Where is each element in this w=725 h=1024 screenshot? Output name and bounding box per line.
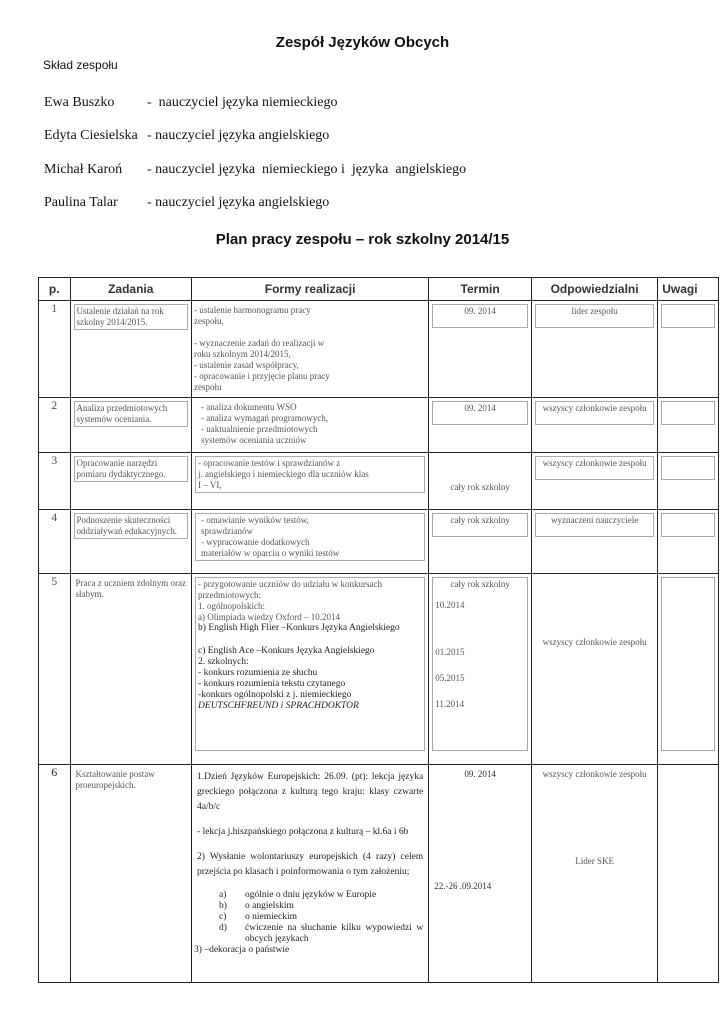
table-row [39, 510, 719, 574]
header-cell: Uwagi [658, 278, 719, 301]
work-plan-table [38, 277, 719, 983]
row-number: 1 [39, 301, 71, 398]
row-number: 2 [39, 398, 71, 453]
forms-intro: - przygotowanie uczniów do udziału w konkursach przedmiotowych: 1. ogólnopolskich: a) Olimpiada wiedzy Oxford – 10.2014 [198, 579, 382, 622]
table-row [39, 453, 719, 510]
forms-contest-name: DEUTSCHFREUND i SPRACHDOKTOR [198, 701, 359, 711]
notes-cell [661, 401, 715, 425]
term-cell: 09. 2014 [432, 304, 528, 328]
member-role: - nauczyciel języka angielskiego [147, 195, 330, 210]
task-cell: Podnoszenie skuteczności oddziaływań edukacyjnych. [74, 513, 189, 539]
term-value: 11.2014 [435, 699, 465, 709]
term-cell: cały rok szkolny [432, 513, 528, 537]
header-cell: Termin [429, 278, 532, 301]
header-cell: Odpowiedzialni [532, 278, 658, 301]
forms-list: c) English Ace –Konkurs Języka Angielskiego 2. szkolnych: - konkurs rozumienia ze słuchu - konkurs rozumienia tekstu czytanego -konkurs ogólnopolski z j. niemieckiego [198, 646, 375, 700]
forms-item: b) English High Flier –Konkurs Języka Angielskiego [198, 623, 400, 633]
forms-cell [195, 577, 425, 751]
member-role: - nauczyciel języka angielskiego [147, 128, 330, 143]
list-item: c) o niemieckim [219, 912, 298, 922]
term-cell [432, 577, 528, 751]
forms-cell: - analiza dokumentu WSO - analiza wymagań programowych, - uaktualnienie przedmiotowych systemów oceniania uczniów [201, 402, 328, 445]
responsible-cell: wszyscy członkowie zespołu [535, 456, 654, 480]
table-header-row [39, 278, 719, 301]
forms-paragraph: 1.Dzień Języków Europejskich: 26.09. (pt): lekcja języka greckiego połączona z kulturą tego kraju: klasy czwarte 4a/b/c [197, 772, 424, 812]
notes-cell [661, 513, 715, 537]
document-title: Zespół Języków Obcych [275, 34, 450, 51]
forms-paragraph: 2) Wysłanie wolontariuszy europejskich (4 razy) celem przejścia po klasach i poinformowania o tym założeniu; [197, 852, 424, 877]
row-number: 6 [39, 765, 71, 983]
forms-cell: - ustalenie harmonogramu pracy zespołu, - wyznaczenie zadań do realizacji w roku szkolnym 2014/2015, - ustalenie zasad współpracy, - opracowanie i przyjęcie planu pracy zespołu [194, 305, 330, 392]
term-cell [432, 768, 528, 893]
header-cell: Formy realizacji [192, 278, 429, 301]
forms-paragraph: 3) –dekoracja o państwie [194, 945, 290, 955]
task-cell: Analiza przedmiotowych systemów oceniania. [74, 401, 189, 427]
term-cell: cały rok szkolny [450, 482, 510, 492]
term-value: 10.2014 [435, 600, 465, 610]
row-number: 5 [39, 574, 71, 765]
task-cell: Kształtowanie postaw proeuropejskich. [75, 769, 155, 790]
header-cell: Zadania [70, 278, 192, 301]
member-row [44, 162, 466, 178]
member-row [44, 95, 337, 111]
term-cell: 09. 2014 [432, 401, 528, 425]
forms-cell: - omawianie wyników testów, sprawdzianów - wypracowanie dodatkowych materiałów w oparciu o wyniki testów [195, 513, 425, 561]
task-cell: Praca z uczniem zdolnym oraz słabym. [75, 578, 186, 599]
member-role: - nauczyciel języka niemieckiego i języka angielskiego [147, 162, 467, 177]
header-cell: p. [39, 278, 71, 301]
forms-sublist [219, 890, 423, 945]
plan-title: Plan pracy zespołu – rok szkolny 2014/15 [215, 231, 510, 248]
notes-cell [661, 768, 715, 790]
responsible-value: Lider SKE [575, 856, 614, 866]
forms-cell [195, 768, 425, 957]
member-name: Michał Karoń [44, 162, 123, 177]
term-value: cały rok szkolny [450, 579, 510, 589]
task-cell: Opracowanie narzędzi pomiaru dydaktycznego. [74, 456, 189, 482]
list-item: b) o angielskim [219, 901, 294, 911]
member-name: Ewa Buszko [44, 95, 115, 110]
term-value: 05.2015 [435, 673, 465, 683]
team-subtitle: Skład zespołu [43, 58, 118, 72]
forms-paragraph: - lekcja j.hiszpańskiego połączona z kulturą – kl.6a i 6b [197, 827, 409, 837]
term-value: 09. 2014 [464, 769, 496, 779]
forms-cell: - opracowanie testów i sprawdzianów z j. angielskiego i niemieckiego dla uczniów klas I – VI, [195, 456, 425, 493]
notes-cell [661, 304, 715, 328]
list-item: a) ogólnie o dniu języków w Europie [219, 890, 377, 900]
responsible-cell: wszyscy członkowie zespołu [542, 637, 647, 647]
member-row [44, 128, 329, 144]
member-name: Edyta Ciesielska [44, 128, 138, 143]
table-row [39, 574, 719, 765]
notes-cell [661, 577, 715, 751]
table-row [39, 301, 719, 398]
list-item: d) ćwiczenie na słuchanie kilku wypowiedzi w obcych językach [219, 923, 424, 944]
row-number: 4 [39, 510, 71, 574]
notes-cell [661, 456, 715, 480]
task-cell: Ustalenie działań na rok szkolny 2014/2015. [74, 304, 189, 330]
member-name: Paulina Talar [44, 195, 118, 210]
term-value: 22.-26 .09.2014 [434, 881, 492, 891]
responsible-cell: wyznaczeni nauczyciele [535, 513, 654, 537]
table-row [39, 765, 719, 983]
responsible-cell [535, 768, 654, 868]
member-row [44, 195, 329, 211]
term-value: 01.2015 [435, 647, 465, 657]
responsible-cell: lider zespołu [535, 304, 654, 328]
row-number: 3 [39, 453, 71, 510]
member-role: - nauczyciel języka niemieckiego [147, 95, 338, 110]
responsible-cell: wszyscy członkowie zespołu [535, 401, 654, 425]
responsible-value: wszyscy członkowie zespołu [542, 769, 647, 779]
table-row [39, 398, 719, 453]
